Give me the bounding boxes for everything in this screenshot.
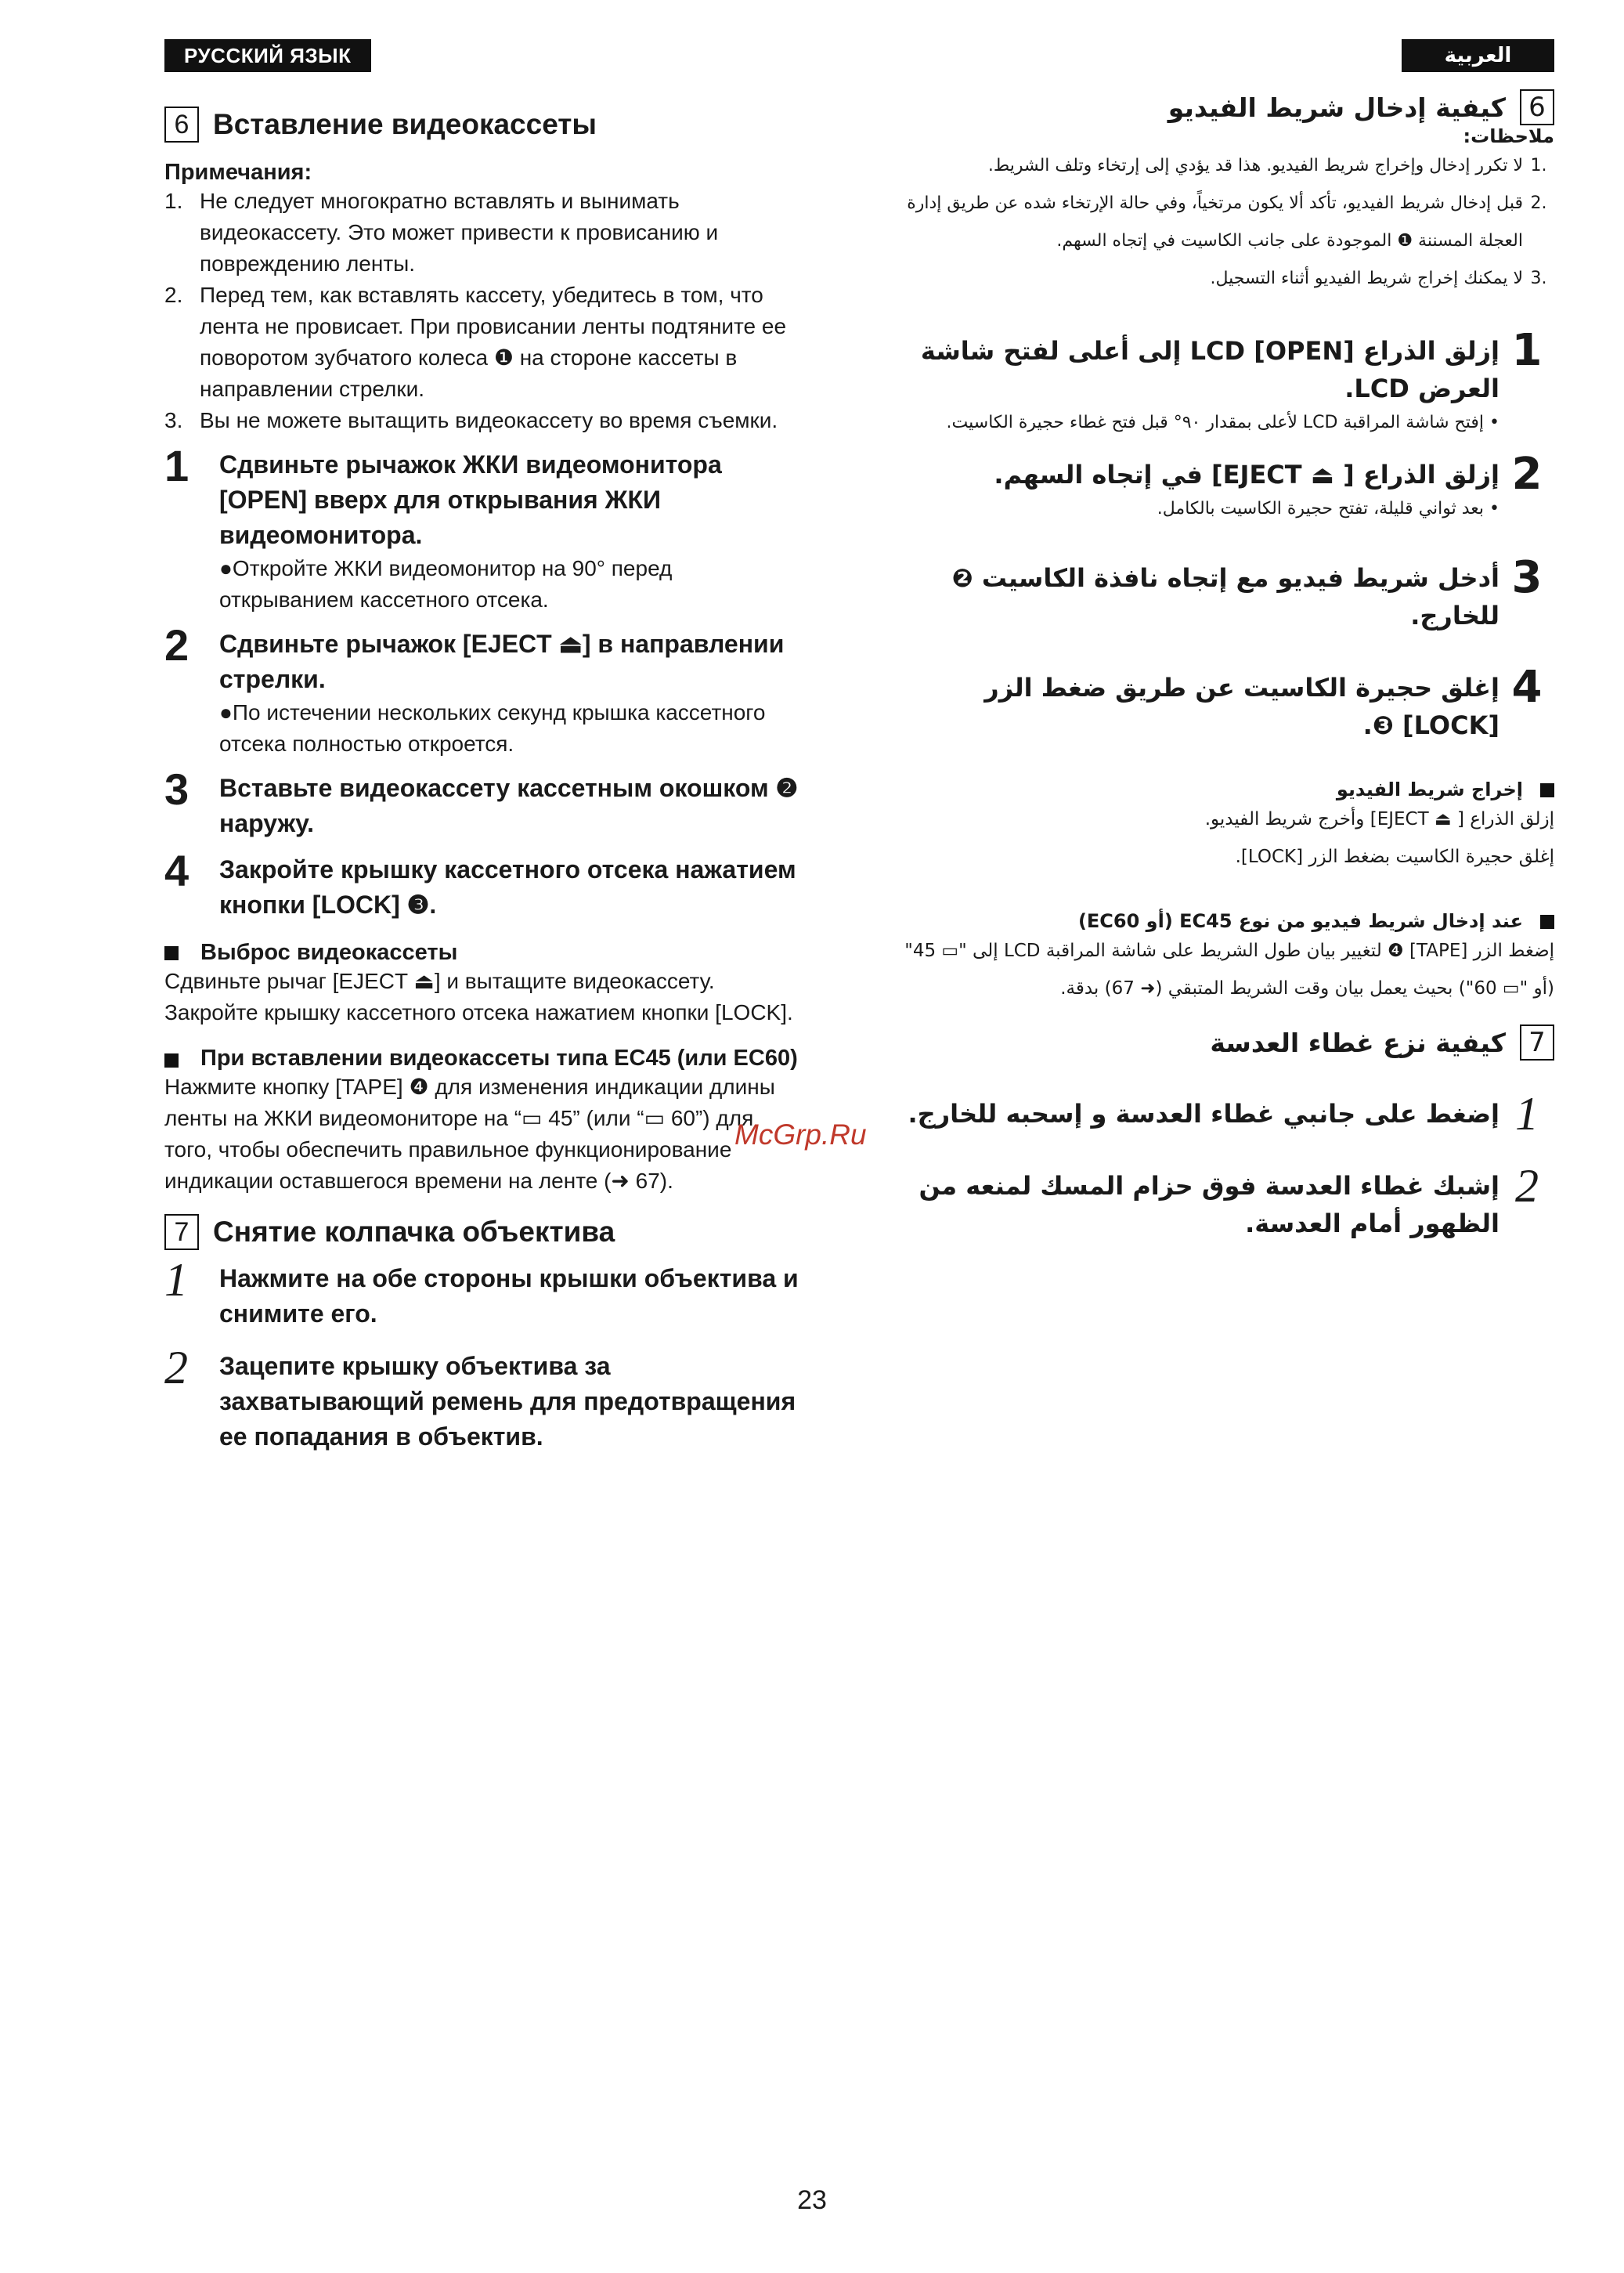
section-6-heading bbox=[904, 89, 1554, 125]
notes-title: ملاحظات: bbox=[1463, 125, 1554, 147]
russian-column bbox=[164, 39, 807, 1455]
section-title: كيفية إدخال شريط الفيديو bbox=[1167, 92, 1506, 123]
step-text: Зацепите крышку объектива за захватывающий ремень для предотвращения ее попадания в объектив. bbox=[219, 1352, 796, 1451]
step-number: 3 bbox=[1511, 552, 1543, 603]
step-bullet: • إفتح شاشة المراقبة LCD لأعلى بمقدار ٩٠° قبل فتح غطاء حجيرة الكاسيت. bbox=[946, 413, 1499, 432]
step-bullet: • بعد ثواني قليلة، تفتح حجيرة الكاسيت بالكامل. bbox=[1157, 499, 1499, 519]
step-text: إضغط على جانبي غطاء العدسة و إسحبه للخارج. bbox=[908, 1099, 1499, 1129]
step-number: 2 bbox=[1511, 449, 1543, 500]
step-2 bbox=[904, 1160, 1554, 1242]
square-bullet-icon bbox=[164, 946, 179, 960]
eject-text-2: إغلق حجيرة الكاسيت بضغط الزر [LOCK]. bbox=[1235, 847, 1554, 867]
eject-text-1: إزلق الذراع [ ⏏ EJECT] وأخرج شريط الفيديو. bbox=[1204, 809, 1554, 829]
step-number: 1 bbox=[1515, 1088, 1539, 1140]
page-number: 23 bbox=[797, 2185, 827, 2215]
step-1 bbox=[904, 1088, 1554, 1140]
step-number: 1 bbox=[164, 441, 189, 490]
step-2 bbox=[164, 620, 807, 697]
square-bullet-icon bbox=[164, 1053, 179, 1068]
note-item: 3. Вы не можете вытащить видеокассету во время съемки. bbox=[164, 408, 778, 432]
ec45-text: Нажмите кнопку [TAPE] ❹ для изменения индикации длины ленты на ЖКИ видеомониторе на “▭ 45” (или “▭ 60”) для того, чтобы обеспечить правильное функционирование индикации оставшегося времени на ленте (➜ 67). bbox=[164, 1075, 775, 1193]
step-number: 4 bbox=[164, 846, 189, 895]
step-number: 4 bbox=[1511, 662, 1543, 713]
arabic-column bbox=[904, 39, 1554, 1242]
ec45-heading: عند إدخال شريط فيديو من نوع EC45 (أو EC60) bbox=[904, 910, 1554, 932]
step-bullet: ●Откройте ЖКИ видеомонитор на 90° перед открыванием кассетного отсека. bbox=[219, 556, 673, 612]
note-item: 2. Перед тем, как вставлять кассету, убедитесь в том, что лента не провисает. При провисании ленты подтяните ее поворотом зубчатого колеса ❶ на стороне кассеты в направлении стрелки. bbox=[164, 283, 787, 401]
step-number: 3 bbox=[164, 764, 189, 814]
section-title: Снятие колпачка объектива bbox=[213, 1216, 615, 1248]
eject-heading: إخراج شريط الفيديو bbox=[904, 779, 1554, 800]
step-number: 1 bbox=[1511, 325, 1543, 376]
language-label-russian: РУССКИЙ ЯЗЫК bbox=[164, 39, 371, 72]
step-text: Сдвиньте рычажок [EJECT ⏏] в направлении стрелки. bbox=[219, 630, 785, 693]
note-item: 1. Не следует многократно вставлять и вынимать видеокассету. Это может привести к провисанию и повреждению ленты. bbox=[164, 189, 719, 276]
section-number: 7 bbox=[164, 1214, 199, 1250]
notes-title: Примечания: bbox=[164, 160, 312, 185]
section-title: كيفية نزع غطاء العدسة bbox=[1210, 1027, 1506, 1058]
note-item: .2 قبل إدخال شريط الفيديو، تأكد ألا يكون مرتخياً، وفي حالة الإرتخاء شده عن طريق إدارة العجلة المسننة ❶ الموجودة على جانب الكاسيت في إتجاه السهم. bbox=[907, 193, 1547, 251]
section-number: 6 bbox=[1520, 89, 1554, 125]
square-bullet-icon bbox=[1540, 915, 1554, 929]
section-6-heading bbox=[164, 107, 807, 143]
step-text: أدخل شريط فيديو مع إتجاه نافذة الكاسيت ❷ للخارج. bbox=[951, 563, 1499, 631]
step-4 bbox=[904, 662, 1554, 744]
step-number: 1 bbox=[164, 1254, 188, 1306]
step-bullet: ●По истечении нескольких секунд крышка кассетного отсека полностью откроется. bbox=[219, 700, 766, 756]
step-4 bbox=[164, 846, 807, 923]
step-number: 2 bbox=[1515, 1160, 1539, 1212]
language-label-arabic: العربية bbox=[1402, 39, 1554, 72]
step-1 bbox=[164, 1254, 807, 1332]
section-number: 6 bbox=[164, 107, 199, 143]
step-text: إغلق حجيرة الكاسيت عن طريق ضغط الزر [LOCK] ❸. bbox=[984, 673, 1499, 740]
eject-heading: Выброс видеокассеты bbox=[164, 940, 807, 966]
step-number: 2 bbox=[164, 620, 189, 670]
step-1 bbox=[904, 325, 1554, 407]
step-text: Нажмите на обе стороны крышки объектива и снимите его. bbox=[219, 1264, 799, 1328]
note-item: .1 لا تكرر إدخال وإخراج شريط الفيديو. هذا قد يؤدي إلى إرتخاء وتلف الشريط. bbox=[987, 156, 1547, 175]
step-text: إشبك غطاء العدسة فوق حزام المسك لمنعه من الظهور أمام العدسة. bbox=[918, 1171, 1499, 1238]
section-7-heading bbox=[164, 1214, 807, 1250]
square-bullet-icon bbox=[1540, 783, 1554, 797]
section-title: Вставление видеокассеты bbox=[213, 108, 597, 140]
note-item: .3 لا يمكنك إخراج شريط الفيديو أثناء التسجيل. bbox=[1210, 269, 1547, 288]
step-2 bbox=[904, 449, 1554, 500]
step-3 bbox=[904, 552, 1554, 634]
ec45-heading: При вставлении видеокассеты типа EC45 (или EC60) bbox=[164, 1046, 807, 1071]
step-3 bbox=[164, 764, 807, 841]
section-7-heading bbox=[904, 1024, 1554, 1061]
eject-text-1: Сдвиньте рычаг [EJECT ⏏] и вытащите видеокассету. bbox=[164, 969, 715, 993]
eject-text-2: Закройте крышку кассетного отсека нажатием кнопки [LOCK]. bbox=[164, 1000, 793, 1024]
step-1 bbox=[164, 441, 807, 553]
step-text: Сдвиньте рычажок ЖКИ видеомонитора [OPEN] вверх для открывания ЖКИ видеомонитора. bbox=[219, 450, 722, 549]
section-number: 7 bbox=[1520, 1024, 1554, 1061]
watermark: McGrp.Ru bbox=[734, 1118, 867, 1151]
step-text: Закройте крышку кассетного отсека нажатием кнопки [LOCK] ❸. bbox=[219, 855, 796, 919]
step-text: إزلق الذراع [ ⏏ EJECT] في إتجاه السهم. bbox=[994, 460, 1499, 490]
step-text: Вставьте видеокассету кассетным окошком ❷ наружу. bbox=[219, 774, 799, 837]
step-number: 2 bbox=[164, 1342, 188, 1393]
step-text: إزلق الذراع [OPEN] LCD إلى أعلى لفتح شاشة العرض LCD. bbox=[920, 336, 1499, 403]
ec45-text: إضغط الزر [TAPE] ❹ لتغيير بيان طول الشريط على شاشة المراقبة LCD إلى "▭ 45" (أو "▭ 60") بحيث يعمل بيان وقت الشريط المتبقي (➜ 67) بدقة. bbox=[904, 941, 1554, 999]
step-2 bbox=[164, 1342, 807, 1455]
